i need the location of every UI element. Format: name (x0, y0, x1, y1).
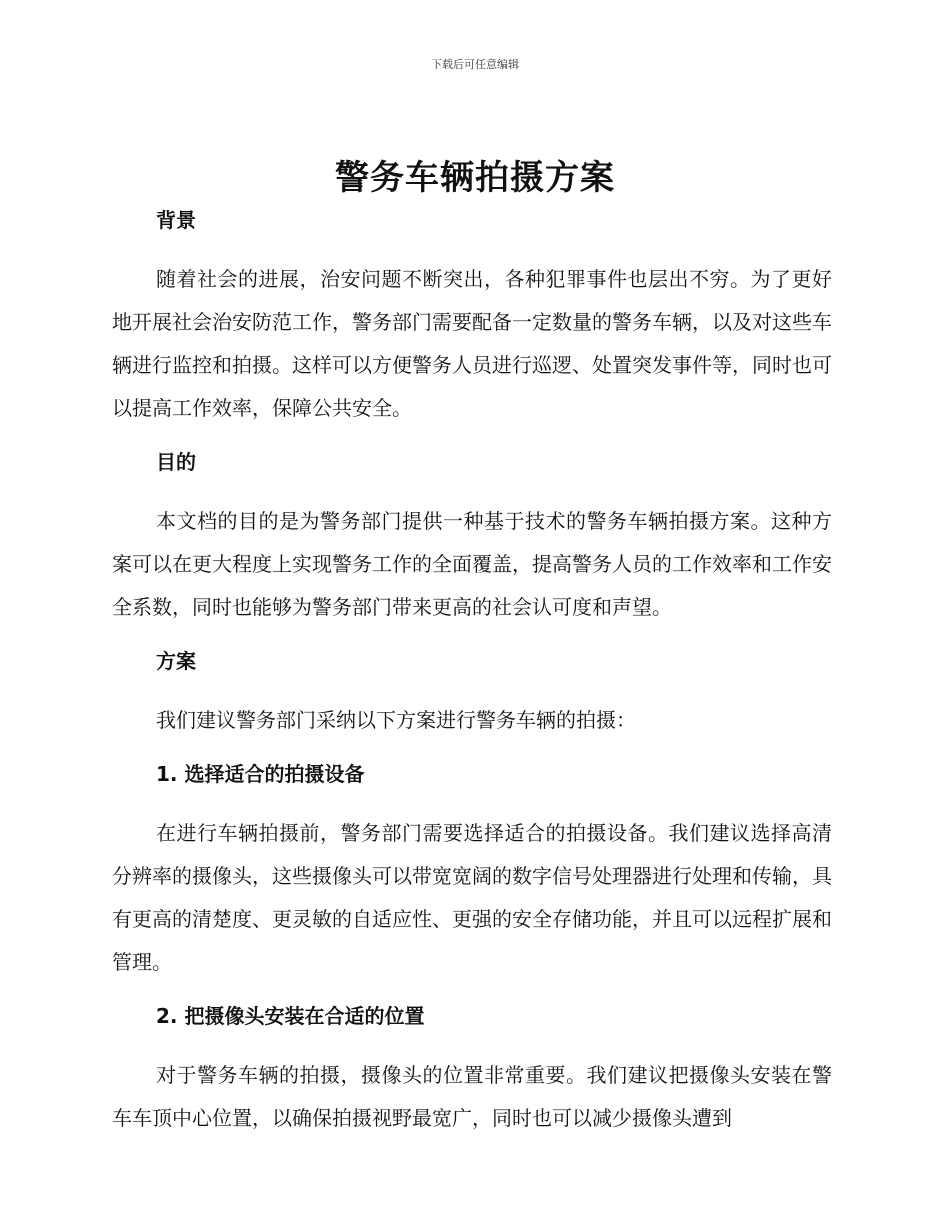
section-paragraph-plan: 我们建议警务部门采纳以下方案进行警务车辆的拍摄： (156, 708, 636, 732)
section-paragraph-step-1: 在进行车辆拍摄前，警务部门需要选择适合的拍摄设备。我们建议选择高清分辨率的摄像头，这些摄像头可以带宽宽阔的数字信号处理器进行处理和传输，具有更高的清楚度、更灵敏的自适应性、更强的安全存储功能，并且可以远程扩展和管理。 (112, 821, 832, 974)
document-title: 警务车辆拍摄方案 (335, 158, 615, 198)
section-heading-step-2: 2. 把摄像头安装在合适的位置 (156, 1004, 425, 1028)
section-paragraph-purpose: 本文档的目的是为警务部门提供一种基于技术的警务车辆拍摄方案。这种方案可以在更大程度上实现警务工作的全面覆盖，提高警务人员的工作效率和工作安全系数，同时也能够为警务部门带来更高的社会认可度和声望。 (112, 509, 832, 619)
section-heading-step-1: 1. 选择适合的拍摄设备 (156, 762, 365, 786)
section-heading-purpose: 目的 (156, 450, 196, 474)
section-paragraph-step-2: 对于警务车辆的拍摄，摄像头的位置非常重要。我们建议把摄像头安装在警车车顶中心位置，以确保拍摄视野最宽广，同时也可以减少摄像头遭到 (112, 1063, 832, 1130)
section-heading-background: 背景 (156, 208, 196, 232)
document-body (112, 202, 832, 1140)
section-heading-plan: 方案 (156, 649, 196, 673)
header-note: 下载后可任意编辑 (431, 58, 519, 71)
section-paragraph-background: 随着社会的进展，治安问题不断突出，各种犯罪事件也层出不穷。为了更好地开展社会治安防范工作，警务部门需要配备一定数量的警务车辆，以及对这些车辆进行监控和拍摄。这样可以方便警务人员进行巡逻、处置突发事件等，同时也可以提高工作效率，保障公共安全。 (112, 267, 832, 420)
